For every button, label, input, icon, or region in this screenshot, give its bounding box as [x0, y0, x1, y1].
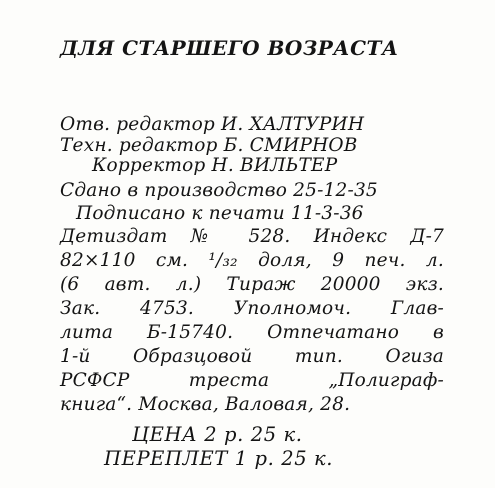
series-heading: ДЛЯ СТАРШЕГО ВОЗРАСТА	[60, 36, 399, 60]
imprint-line-censor: лита Б-15740. Отпечатано в	[60, 322, 444, 343]
imprint-line-format: 82×110 см. ¹/₃₂ доля, 9 печ. л.	[60, 250, 444, 271]
imprint-line-print-run: (6 авт. л.) Тираж 20000 экз.	[60, 274, 444, 295]
imprint-line-address: книга“. Москва, Валовая, 28.	[60, 394, 351, 415]
imprint-line-proofreader: Корректор Н. ВИЛЬТЕР	[92, 155, 338, 176]
imprint-line-sent-to-production: Сдано в производство 25-12-35	[60, 180, 378, 201]
price-line: ЦЕНА 2 р. 25 к.	[132, 423, 303, 446]
imprint-line-order: Зак. 4753. Уполномоч. Глав-	[60, 298, 444, 319]
imprint-line-signed-for-print: Подписано к печати 11-3-36	[76, 203, 364, 224]
imprint-line-technical-editor: Техн. редактор Б. СМИРНОВ	[60, 135, 358, 156]
binding-price-line: ПЕРЕПЛЕТ 1 р. 25 к.	[104, 447, 334, 470]
imprint-line-trust: РСФСР треста „Полиграф-	[60, 370, 444, 391]
imprint-line-executive-editor: Отв. редактор И. ХАЛТУРИН	[60, 114, 365, 135]
imprint-line-printing-house: 1-й Образцовой тип. Огиза	[60, 346, 444, 367]
imprint-line-publisher-index: Детиздат № 528. Индекс Д-7	[60, 226, 444, 247]
